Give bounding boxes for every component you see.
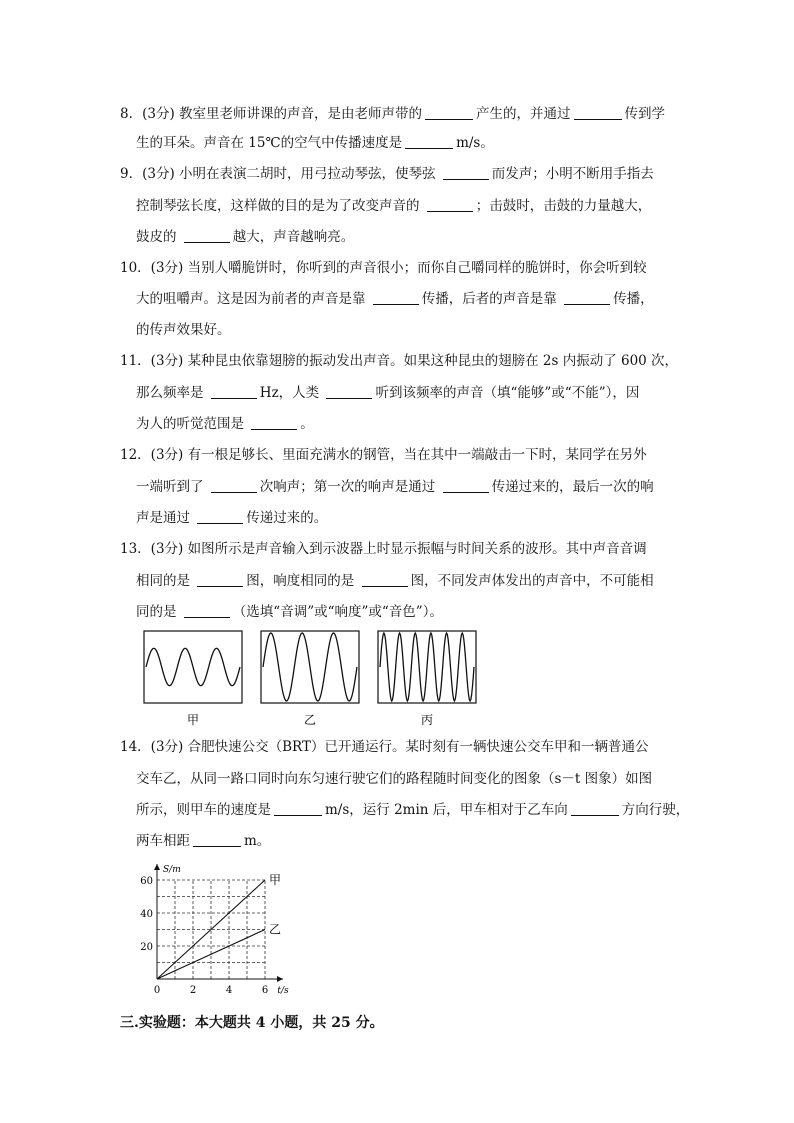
question-14-line-3: 所示，则甲车的速度是 m/s，运行 2min 后，甲车相对于乙车向 方向行驶， (136, 802, 690, 818)
question-14-line-4: 两车相距 m。 (136, 833, 271, 849)
x-axis-label: t/s (277, 986, 289, 996)
answer-blank[interactable] (193, 832, 241, 847)
question-9-line-1: 9．(3分) 小明在表演二胡时，用弓拉动琴弦，使琴弦 而发声；小明不断用手指去 (120, 166, 654, 182)
question-11-line-3: 为人的听觉范围是 。 (136, 416, 314, 432)
waveform-label: 丙 (420, 713, 434, 727)
question-12-line-1: 12．(3分) 有一根足够长、里面充满水的钢管，当在其中一端敲击一下时，某同学在另外 (120, 447, 647, 463)
waveform-curve (263, 633, 357, 701)
x-tick-label: 0 (153, 985, 161, 996)
x-tick-label: 4 (225, 985, 233, 996)
question-13-line-3: 同的是 （选填“音调”或“响度”或“音色”）。 (136, 604, 443, 620)
y-tick-label: 20 (140, 942, 153, 953)
y-axis-arrow (154, 864, 160, 870)
x-tick-label: 2 (189, 985, 197, 996)
question-9-line-3: 鼓皮的 越大，声音越响亮。 (136, 229, 355, 245)
question-8-line-2: 生的耳朵。声音在 15℃的空气中传播速度是 m/s。 (136, 135, 494, 151)
question-14-line-2: 交车乙，从同一路口同时向东匀速行驶它们的路程随时间变化的图象（s－t 图象）如图 (136, 771, 653, 787)
section-heading: 三.实验题：本大题共 4 小题，共 25 分。 (120, 1015, 384, 1031)
waveform-curve (380, 633, 474, 701)
question-14-line-1: 14．(3分) 合肥快速公交（BRT）已开通运行。某时刻有一辆快速公交车甲和一辆普通公 (120, 739, 649, 755)
waveform-label: 甲 (186, 713, 200, 727)
question-8-line-1: 8．(3分) 教室里老师讲课的声音，是由老师声带的 产生的，并通过 传到学 (120, 106, 666, 122)
question-12-line-2: 一端听到了 次响声；第一次的响声是通过 传递过来的，最后一次的响 (136, 479, 654, 495)
question-13-line-1: 13．(3分) 如图所示是声音输入到示波器上时显示振幅与时间关系的波形。其中声音音调 (120, 541, 647, 557)
waveform-curve (146, 648, 240, 685)
series-label: 甲 (269, 873, 282, 887)
question-10-line-3: 的传声效果好。 (136, 322, 231, 338)
x-axis-arrow (277, 976, 283, 982)
question-12-line-3: 声是通过 传递过来的。 (136, 510, 328, 526)
waveform-label: 乙 (303, 713, 317, 727)
question-13-line-2: 相同的是 图，响度相同的是 图，不同发声体发出的声音中，不可能相 (136, 573, 654, 589)
answer-blank[interactable] (571, 801, 619, 816)
y-axis-label: S/m (163, 865, 181, 875)
question-11-line-1: 11．(3分) 某种昆虫依靠翅膀的振动发出声音。如果这种昆虫的翅膀在 2s 内振动了 600 次， (120, 353, 679, 369)
question-9-line-2: 控制琴弦长度，这样做的目的是为了改变声音的 ；击鼓时，击鼓的力量越大， (136, 198, 652, 214)
y-tick-label: 40 (140, 909, 153, 920)
y-tick-label: 60 (140, 876, 153, 887)
question-11-line-2: 那么频率是 Hz，人类 听到该频率的声音（填“能够”或“不能”），因 (136, 385, 640, 401)
series-label: 乙 (269, 922, 282, 937)
question-10-line-2: 大的咀嚼声。这是因为前者的声音是靠 传播，后者的声音是靠 传播， (136, 291, 654, 307)
x-tick-label: 6 (261, 985, 269, 996)
question-10-line-1: 10．(3分) 当别人嚼脆饼时，你听到的声音很小；而你自己嚼同样的脆饼时，你会听到较 (120, 260, 647, 276)
st-chart (120, 855, 320, 1005)
answer-blank[interactable] (274, 801, 322, 816)
